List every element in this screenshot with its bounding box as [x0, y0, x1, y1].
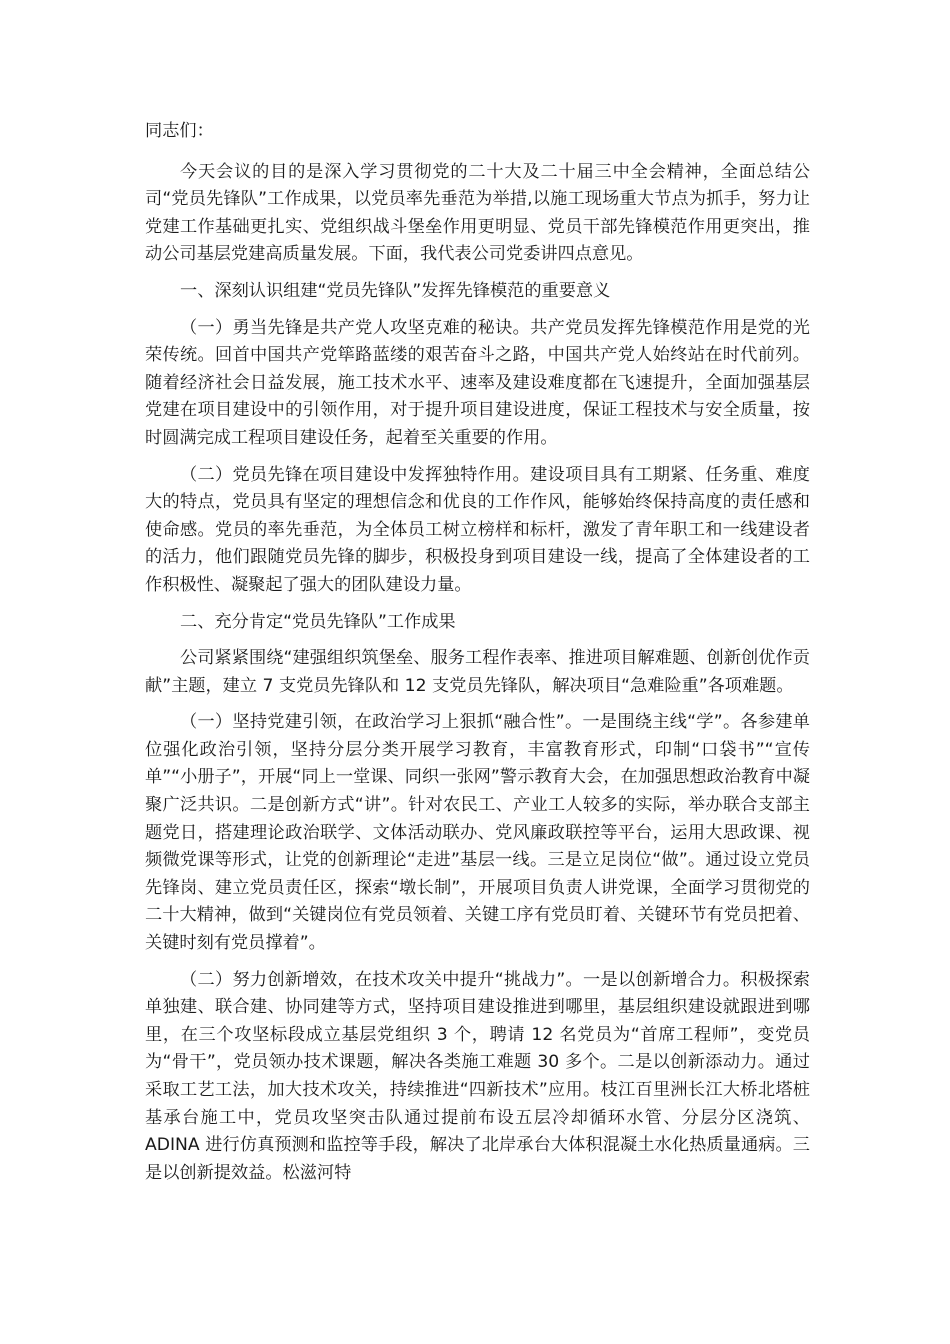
section-2-paragraph-2: （二）努力创新增效，在技术攻关中提升“挑战力”。一是以创新增合力。积极探索单独建、联合建、协同建等方式，坚持项目建设推进到哪里，基层组织建设就跟进到哪里，在三个攻坚标段成立基层党组织 3 个，聘请 12 名党员为“首席工程师”，变党员为“骨干”，党员领办技术课题，解决各类施工难题 30 多个。二是以创新添动力。通过采取工艺工法，加大技术攻关，持续推进“四新技术”应用。枝江百里洲长江大桥北塔桩基承台施工中，党员攻坚突击队通过提前布设五层冷却循环水管、分层分区浇筑、ADINA 进行仿真预测和监控等手段，解决了北岸承台大体积混凝土水化热质量通病。三是以创新提效益。松滋河特	[145, 969, 810, 1183]
section-1-paragraph-1: （一）勇当先锋是共产党人攻坚克难的秘诀。共产党员发挥先锋模范作用是党的光荣传统。回首中国共产党筚路蓝缕的艰苦奋斗之路，中国共产党人始终站在时代前列。随着经济社会日益发展，施工技术水平、速率及建设难度都在飞速提升，全面加强基层党建在项目建设中的引领作用，对于提升项目建设进度，保证工程技术与安全质量，按时圆满完成工程项目建设任务，起着至关重要的作用。	[145, 317, 810, 448]
section-2-paragraph-1: （一）坚持党建引领，在政治学习上狠抓“融合性”。一是围绕主线“学”。各参建单位强化政治引领，坚持分层分类开展学习教育，丰富教育形式，印制“口袋书”“宣传单”“小册子”，开展“同上一堂课、同织一张网”警示教育大会，在加强思想政治教育中凝聚广泛共识。二是创新方式“讲”。针对农民工、产业工人较多的实际，举办联合支部主题党日，搭建理论政治联学、文体活动联办、党风廉政联控等平台，运用大思政课、视频微党课等形式，让党的创新理论“走进”基层一线。三是立足岗位“做”。通过设立党员先锋岗、建立党员责任区，探索“墩长制”，开展项目负责人讲党课，全面学习贯彻党的二十大精神，做到“关键岗位有党员领着、关键工序有党员盯着、关键环节有党员把着、关键时刻有党员撑着”。	[145, 712, 810, 954]
section-2-intro-paragraph: 公司紧紧围绕“建强组织筑堡垒、服务工程作表率、推进项目解难题、创新创优作贡献”主题，建立 7 支党员先锋队和 12 支党员先锋队，解决项目“急难险重”各项难题。	[145, 648, 810, 696]
document-body	[145, 118, 810, 1196]
salutation: 同志们：	[145, 121, 214, 141]
intro-paragraph: 今天会议的目的是深入学习贯彻党的二十大及二十届三中全会精神，全面总结公司“党员先锋队”工作成果，以党员率先垂范为举措,以施工现场重大节点为抓手，努力让党建工作基础更扎实、党组织战斗堡垒作用更明显、党员干部先锋模范作用更突出，推动公司基层党建高质量发展。下面，我代表公司党委讲四点意见。	[145, 161, 810, 265]
section-2-heading: 二、充分肯定“党员先锋队”工作成果	[180, 611, 456, 632]
section-1-heading: 一、深刻认识组建“党员先锋队”发挥先锋模范的重要意义	[180, 280, 611, 301]
section-1-paragraph-2: （二）党员先锋在项目建设中发挥独特作用。建设项目具有工期紧、任务重、难度大的特点，党员具有坚定的理想信念和优良的工作作风，能够始终保持高度的责任感和使命感。党员的率先垂范，为全体员工树立榜样和标杆，激发了青年职工和一线建设者的活力，他们跟随党员先锋的脚步，积极投身到项目建设一线，提高了全体建设者的工作积极性、凝聚起了强大的团队建设力量。	[145, 464, 810, 595]
